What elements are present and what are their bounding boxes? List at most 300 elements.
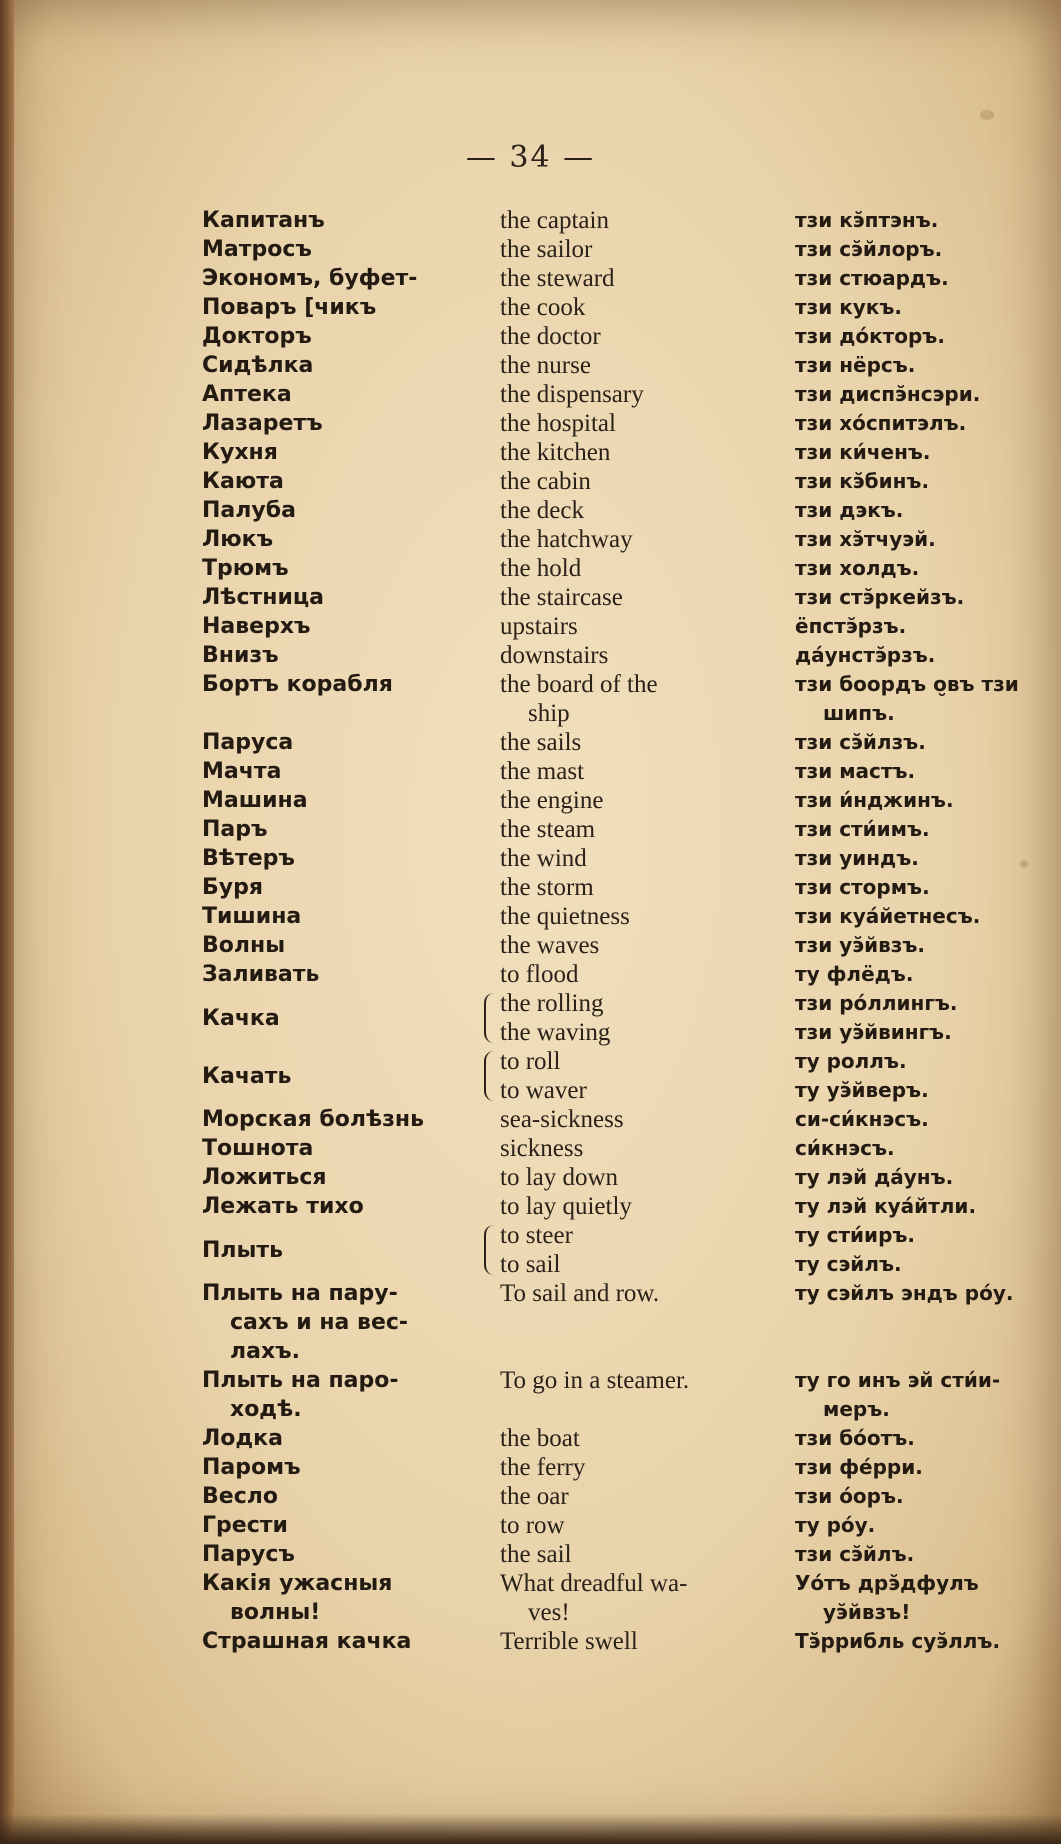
russian-term	[202, 351, 472, 380]
vocab-entry	[0, 496, 1061, 525]
russian-term	[202, 1192, 472, 1221]
english-term	[500, 1105, 775, 1134]
russian-term	[202, 322, 472, 351]
vocab-entry	[0, 1221, 1061, 1279]
vocab-entry	[0, 641, 1061, 670]
entry-line: тзи куа́йетнесъ.	[795, 904, 981, 928]
entry-line: ту лэй куа́йтли.	[795, 1194, 977, 1218]
transliteration	[795, 583, 1057, 612]
entry-line: the hold	[500, 555, 582, 582]
entry-line: to roll	[500, 1048, 561, 1075]
entry-line: ёпстэ̆рзъ.	[795, 614, 907, 638]
entry-line: ves!	[528, 1599, 570, 1626]
entry-line: сахъ и на вес-	[230, 1310, 409, 1335]
russian-term	[202, 583, 472, 612]
entry-line: Морская болѣзнь	[202, 1107, 425, 1132]
english-term	[500, 844, 775, 873]
russian-term	[202, 554, 472, 583]
entry-line: тзи дэкъ.	[795, 498, 904, 522]
vocab-entry	[0, 264, 1061, 293]
transliteration	[795, 1453, 1057, 1482]
russian-term	[202, 1453, 472, 1482]
entry-line: to row	[500, 1512, 565, 1539]
page-bottom-edge	[0, 1814, 1061, 1844]
entry-line: the steam	[500, 816, 596, 843]
brace-mark	[484, 1051, 496, 1101]
transliteration	[795, 670, 1057, 728]
vocab-entry	[0, 873, 1061, 902]
entry-line: To go in a steamer.	[500, 1367, 690, 1394]
english-term	[500, 351, 775, 380]
entry-line: the oar	[500, 1483, 569, 1510]
entry-line: the steward	[500, 265, 615, 292]
vocab-entry	[0, 902, 1061, 931]
entry-line: Паръ	[202, 817, 268, 842]
entry-line: the captain	[500, 207, 609, 234]
vocab-entry	[0, 960, 1061, 989]
entry-line: тзи стюардъ.	[795, 266, 949, 290]
transliteration	[795, 293, 1057, 322]
entry-line: Мачта	[202, 759, 282, 784]
vocab-entry	[0, 525, 1061, 554]
vocab-entry	[0, 467, 1061, 496]
transliteration	[795, 1627, 1057, 1656]
entry-line: Какія ужасныя	[202, 1571, 393, 1596]
transliteration	[795, 351, 1057, 380]
transliteration	[795, 525, 1057, 554]
vocab-entry	[0, 1453, 1061, 1482]
entry-line: Плыть на паро-	[202, 1368, 399, 1393]
vocab-entry	[0, 1424, 1061, 1453]
english-term	[500, 1540, 775, 1569]
entry-line: the doctor	[500, 323, 601, 350]
english-term	[500, 1482, 775, 1511]
english-term	[500, 1511, 775, 1540]
vocab-entry	[0, 1627, 1061, 1656]
entry-line: the hatchway	[500, 526, 633, 553]
entry-line: тзи бо́отъ.	[795, 1426, 915, 1450]
entry-line: тзи о́оръ.	[795, 1484, 904, 1508]
entry-line: Бортъ корабля	[202, 672, 393, 697]
russian-term	[202, 844, 472, 873]
transliteration	[795, 612, 1057, 641]
entry-line: тзи кукъ.	[795, 295, 903, 319]
english-term	[500, 409, 775, 438]
english-term	[500, 873, 775, 902]
transliteration	[795, 1482, 1057, 1511]
entry-line: ship	[528, 700, 570, 727]
russian-term	[202, 757, 472, 786]
entry-line: тзи уэ̆йвингъ.	[795, 1020, 952, 1044]
russian-term	[202, 1627, 472, 1656]
entry-line: to lay quietly	[500, 1193, 632, 1220]
brace-mark	[484, 1225, 496, 1275]
entry-line: the board of the	[500, 671, 658, 698]
russian-term	[202, 1366, 472, 1424]
entry-line: the boat	[500, 1425, 580, 1452]
entry-line: тзи диспэ̆нсэри.	[795, 382, 981, 406]
entry-line: the waving	[500, 1019, 611, 1046]
transliteration	[795, 728, 1057, 757]
russian-term	[202, 1424, 472, 1453]
transliteration	[795, 902, 1057, 931]
english-term	[500, 264, 775, 293]
entry-line: Наверхъ	[202, 614, 311, 639]
entry-line: си́кнэсъ.	[795, 1136, 895, 1160]
entry-line: тзи кэ̆птэнъ.	[795, 208, 939, 232]
english-term	[500, 206, 775, 235]
transliteration	[795, 931, 1057, 960]
transliteration	[795, 844, 1057, 873]
entry-line: тзи сэ̆йлзъ.	[795, 730, 926, 754]
english-term	[500, 612, 775, 641]
transliteration	[795, 1163, 1057, 1192]
entry-line: Terrible swell	[500, 1628, 638, 1655]
entry-line: Волны	[202, 933, 286, 958]
russian-term	[202, 641, 472, 670]
entry-line: тзи фе́рри.	[795, 1455, 923, 1479]
vocab-entry	[0, 612, 1061, 641]
entry-line: Плыть на пару-	[202, 1281, 398, 1306]
english-term	[500, 1134, 775, 1163]
entry-line: тзи уэ̆йвзъ.	[795, 933, 925, 957]
entry-line: да́унстэ̆рзъ.	[795, 643, 936, 667]
entry-line: to sail	[500, 1251, 561, 1278]
transliteration	[795, 496, 1057, 525]
vocab-entry	[0, 438, 1061, 467]
entry-line: тзи ки́ченъ.	[795, 440, 931, 464]
russian-term	[202, 525, 472, 554]
transliteration	[795, 1424, 1057, 1453]
russian-term	[202, 815, 472, 844]
entry-line: the rolling	[500, 990, 604, 1017]
russian-term	[202, 1134, 472, 1163]
entry-line: си-си́кнэсъ.	[795, 1107, 929, 1131]
russian-term	[202, 786, 472, 815]
transliteration	[795, 1134, 1057, 1163]
entry-line: the deck	[500, 497, 584, 524]
entry-line: шипъ.	[823, 701, 895, 725]
transliteration	[795, 815, 1057, 844]
russian-term	[202, 670, 472, 699]
russian-term	[202, 728, 472, 757]
entry-line: Трюмъ	[202, 556, 289, 581]
vocab-entry	[0, 1192, 1061, 1221]
vocab-entry	[0, 1163, 1061, 1192]
russian-term	[202, 902, 472, 931]
russian-term	[202, 1279, 472, 1366]
english-term	[500, 1192, 775, 1221]
russian-term	[202, 380, 472, 409]
transliteration	[795, 409, 1057, 438]
entry-line: лахъ.	[230, 1339, 301, 1364]
english-term	[500, 1047, 775, 1105]
russian-term	[202, 931, 472, 960]
entry-line: Плыть	[202, 1237, 284, 1263]
english-term	[500, 525, 775, 554]
entry-line: тзи холдъ.	[795, 556, 920, 580]
english-term	[500, 641, 775, 670]
transliteration	[795, 1279, 1057, 1308]
entry-line: тзи до́кторъ.	[795, 324, 945, 348]
vocab-entry	[0, 1105, 1061, 1134]
english-term	[500, 467, 775, 496]
russian-term	[202, 467, 472, 496]
entry-line: тзи уиндъ.	[795, 846, 919, 870]
vocab-entry	[0, 1047, 1061, 1105]
russian-term	[202, 1540, 472, 1569]
transliteration	[795, 380, 1057, 409]
english-term	[500, 786, 775, 815]
entry-line: тзи нёрсъ.	[795, 353, 916, 377]
entry-line: the cabin	[500, 468, 591, 495]
transliteration	[795, 554, 1057, 583]
entry-line: the staircase	[500, 584, 623, 611]
entry-line: What dreadful wa-	[500, 1570, 688, 1597]
transliteration	[795, 235, 1057, 264]
entry-line: ту ро́у.	[795, 1513, 876, 1537]
vocab-entry	[0, 989, 1061, 1047]
entry-line: тзи сэ̆йлъ.	[795, 1542, 915, 1566]
english-term	[500, 322, 775, 351]
entry-line: Машина	[202, 788, 308, 813]
entry-line: тзи хэ̆тчуэй.	[795, 527, 936, 551]
entry-line: to steer	[500, 1222, 573, 1249]
entry-line: ту уэ̆йверъ.	[795, 1078, 929, 1102]
entry-line: Лодка	[202, 1426, 283, 1451]
vocab-entry	[0, 931, 1061, 960]
entry-line: Лазаретъ	[202, 411, 323, 436]
english-term	[500, 728, 775, 757]
entry-line: Лежать тихо	[202, 1194, 364, 1219]
entry-line: Тошнота	[202, 1136, 314, 1161]
russian-term	[202, 438, 472, 467]
english-term	[500, 583, 775, 612]
entry-line: Буря	[202, 875, 263, 900]
entry-line: ту сэйлъ.	[795, 1252, 902, 1276]
russian-term	[202, 612, 472, 641]
english-term	[500, 1424, 775, 1453]
russian-term	[202, 1105, 472, 1134]
entry-line: downstairs	[500, 642, 609, 669]
vocab-entry	[0, 786, 1061, 815]
russian-term	[202, 873, 472, 902]
entry-line: Аптека	[202, 382, 292, 407]
entry-line: уэ̆йвзъ!	[823, 1600, 911, 1624]
entry-line: Ложиться	[202, 1165, 327, 1190]
entry-line: тзи сэ̆йлоръ.	[795, 237, 943, 261]
entry-line: ту флёдъ.	[795, 962, 914, 986]
transliteration	[795, 960, 1057, 989]
russian-term	[202, 1569, 472, 1627]
entry-line: Весло	[202, 1484, 278, 1509]
english-term	[500, 902, 775, 931]
vocab-entry	[0, 815, 1061, 844]
entry-line: ту го инъ эй сти́и-	[795, 1368, 1001, 1392]
english-term	[500, 1221, 775, 1279]
vocab-entry	[0, 728, 1061, 757]
transliteration	[795, 1192, 1057, 1221]
vocab-entry	[0, 1511, 1061, 1540]
entry-line: тзи стэ̆ркейзъ.	[795, 585, 965, 609]
english-term	[500, 1569, 775, 1627]
english-term	[500, 438, 775, 467]
vocab-entry	[0, 844, 1061, 873]
vocab-entry	[0, 554, 1061, 583]
entry-line: ту сэйлъ эндъ ро́у.	[795, 1281, 1014, 1305]
entry-line: Капитанъ	[202, 208, 325, 233]
entry-line: волны!	[230, 1600, 321, 1625]
vocabulary-list	[0, 206, 1061, 1656]
entry-line: Тишина	[202, 904, 302, 929]
vocab-entry	[0, 206, 1061, 235]
transliteration	[795, 757, 1057, 786]
english-term	[500, 554, 775, 583]
transliteration	[795, 467, 1057, 496]
vocab-entry	[0, 757, 1061, 786]
russian-term	[202, 206, 472, 235]
transliteration	[795, 873, 1057, 902]
entry-line: меръ.	[823, 1397, 890, 1421]
transliteration	[795, 989, 1057, 1047]
english-term	[500, 380, 775, 409]
vocab-entry	[0, 1366, 1061, 1424]
entry-line: тзи стормъ.	[795, 875, 930, 899]
russian-term	[202, 293, 472, 322]
entry-line: the quietness	[500, 903, 630, 930]
entry-line: Паруса	[202, 730, 294, 755]
vocab-entry	[0, 322, 1061, 351]
russian-term	[202, 409, 472, 438]
entry-line: тзи мастъ.	[795, 759, 916, 783]
entry-line: To sail and row.	[500, 1280, 660, 1307]
transliteration	[795, 322, 1057, 351]
entry-line: the storm	[500, 874, 594, 901]
english-term	[500, 670, 775, 728]
entry-line: Палуба	[202, 498, 296, 523]
entry-line: Страшная качка	[202, 1629, 412, 1654]
entry-line: тзи хо́спитэлъ.	[795, 411, 967, 435]
entry-line: Заливать	[202, 962, 320, 987]
paper-stain	[980, 110, 994, 120]
entry-line: the ferry	[500, 1454, 586, 1481]
vocab-entry	[0, 409, 1061, 438]
vocab-entry	[0, 351, 1061, 380]
vocab-entry	[0, 293, 1061, 322]
english-term	[500, 1453, 775, 1482]
transliteration	[795, 1221, 1057, 1279]
entry-line: Матросъ	[202, 237, 312, 262]
page-number: — 34 —	[465, 140, 596, 175]
english-term	[500, 815, 775, 844]
russian-term	[202, 960, 472, 989]
english-term	[500, 1627, 775, 1656]
transliteration	[795, 641, 1057, 670]
entry-line: Сидѣлка	[202, 353, 314, 378]
entry-line: the hospital	[500, 410, 616, 437]
english-term	[500, 931, 775, 960]
entry-line: Поваръ [чикъ	[202, 295, 377, 320]
entry-line: Качать	[202, 1063, 292, 1089]
vocab-entry	[0, 1134, 1061, 1163]
russian-term	[202, 1163, 472, 1192]
entry-line: Качка	[202, 1005, 280, 1031]
english-term	[500, 960, 775, 989]
entry-line: Люкъ	[202, 527, 274, 552]
english-term	[500, 235, 775, 264]
transliteration	[795, 1105, 1057, 1134]
transliteration	[795, 1511, 1057, 1540]
english-term	[500, 1279, 775, 1308]
transliteration	[795, 438, 1057, 467]
entry-line: to lay down	[500, 1164, 619, 1191]
entry-line: sea-sickness	[500, 1106, 624, 1133]
entry-line: the sailor	[500, 236, 593, 263]
entry-line: the kitchen	[500, 439, 611, 466]
english-term	[500, 757, 775, 786]
english-term	[500, 1366, 775, 1395]
entry-line: the waves	[500, 932, 600, 959]
entry-line: тзи боордъ о̮въ тзи	[795, 672, 1019, 696]
entry-line: the nurse	[500, 352, 591, 379]
entry-line: the sails	[500, 729, 582, 756]
entry-line: Парусъ	[202, 1542, 295, 1567]
entry-line: to waver	[500, 1077, 587, 1104]
vocab-entry	[0, 1482, 1061, 1511]
entry-line: Паромъ	[202, 1455, 301, 1480]
transliteration	[795, 1569, 1057, 1627]
entry-line: Докторъ	[202, 324, 312, 349]
brace-mark	[484, 993, 496, 1043]
russian-term	[202, 1062, 472, 1091]
entry-line: the mast	[500, 758, 585, 785]
english-term	[500, 1163, 775, 1192]
entry-line: the dispensary	[500, 381, 644, 408]
english-term	[500, 293, 775, 322]
russian-term	[202, 235, 472, 264]
entry-line: тзи ро́ллингъ.	[795, 991, 958, 1015]
entry-line: ходѣ.	[230, 1397, 302, 1422]
entry-line: the sail	[500, 1541, 572, 1568]
vocab-entry	[0, 670, 1061, 728]
entry-line: to flood	[500, 961, 579, 988]
entry-line: Тэ̆ррибль суэ̆ллъ.	[795, 1629, 1001, 1653]
transliteration	[795, 1047, 1057, 1105]
vocab-entry	[0, 583, 1061, 612]
russian-term	[202, 264, 472, 293]
entry-line: Лѣстница	[202, 585, 325, 610]
entry-line: the wind	[500, 845, 587, 872]
english-term	[500, 496, 775, 525]
entry-line: Экономъ, буфет-	[202, 266, 418, 291]
russian-term	[202, 1511, 472, 1540]
entry-line: sickness	[500, 1135, 584, 1162]
entry-line: тзи сти́имъ.	[795, 817, 930, 841]
russian-term	[202, 1236, 472, 1265]
transliteration	[795, 206, 1057, 235]
entry-line: Кухня	[202, 440, 278, 465]
entry-line: the engine	[500, 787, 604, 814]
english-term	[500, 989, 775, 1047]
vocab-entry	[0, 235, 1061, 264]
transliteration	[795, 786, 1057, 815]
entry-line: тзи кэ̆бинъ.	[795, 469, 930, 493]
entry-line: Уо́тъ дрэ̆дфулъ	[795, 1571, 979, 1595]
russian-term	[202, 1004, 472, 1033]
transliteration	[795, 1540, 1057, 1569]
vocab-entry	[0, 380, 1061, 409]
vocab-entry	[0, 1279, 1061, 1366]
